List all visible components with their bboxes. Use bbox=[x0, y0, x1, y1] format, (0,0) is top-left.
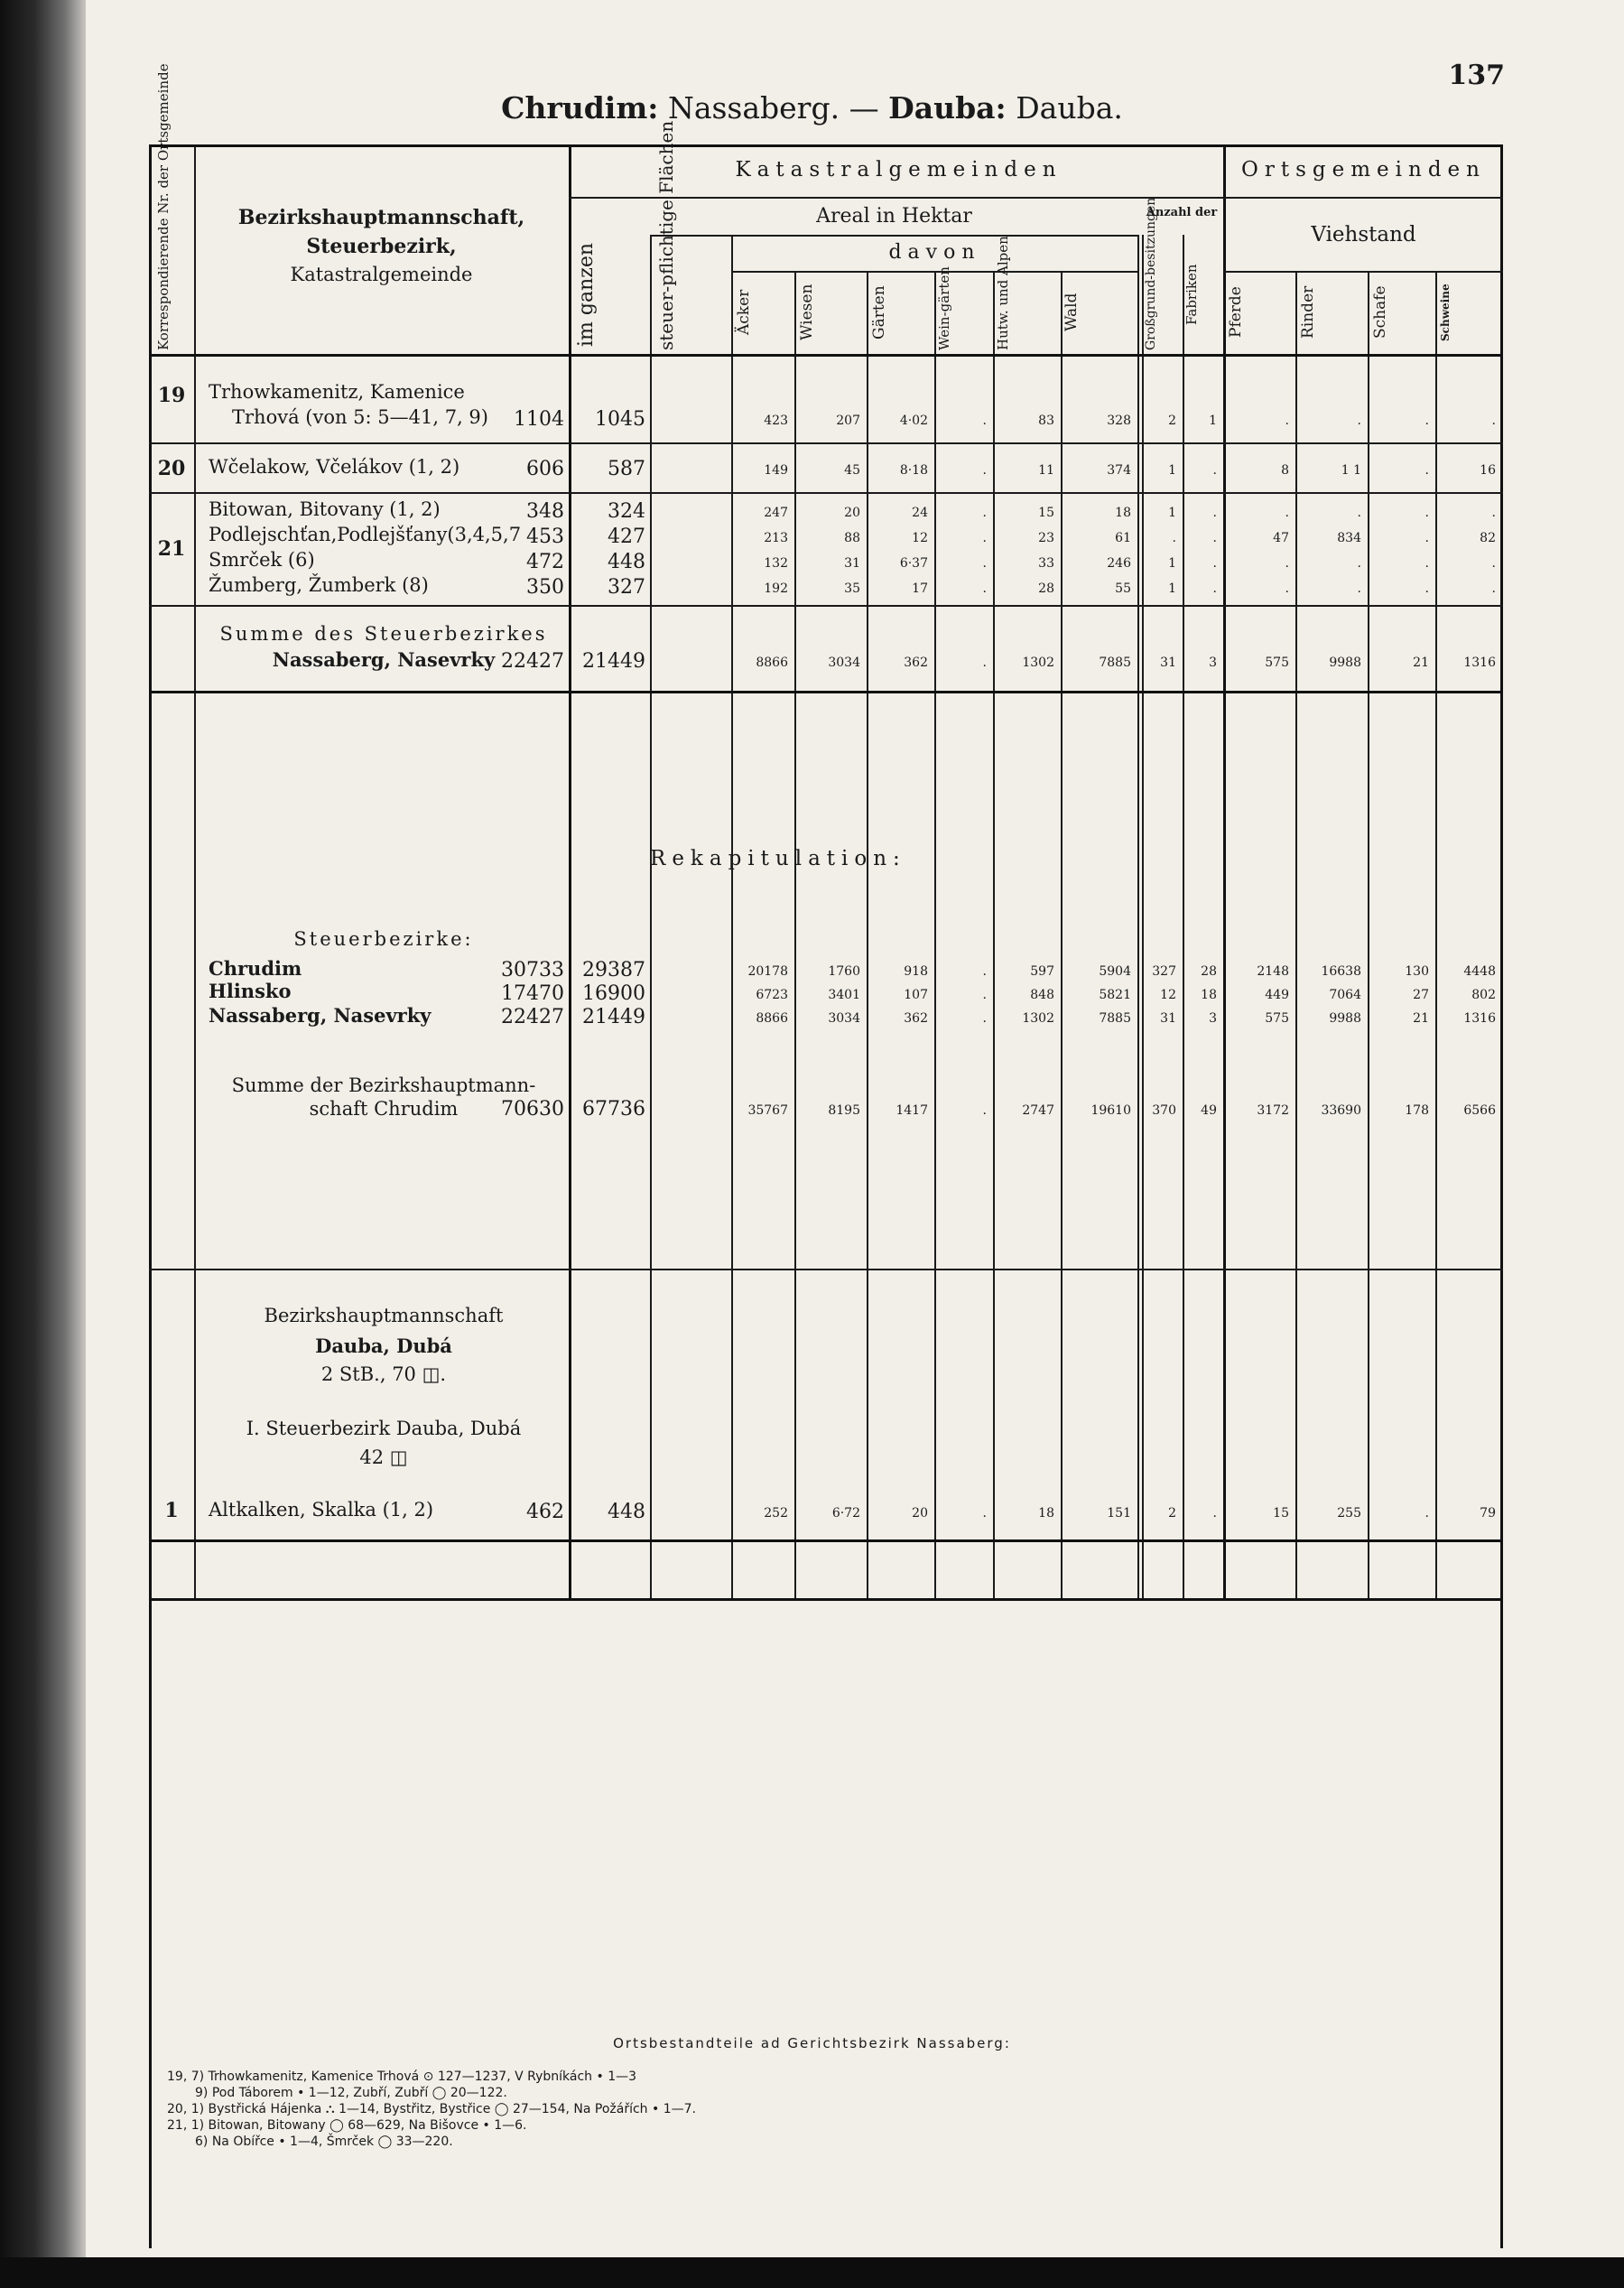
cell-value: 1 bbox=[1209, 414, 1217, 428]
cell-value: 24 bbox=[912, 506, 928, 520]
dauba-name: Dauba, Dubá bbox=[315, 1335, 452, 1357]
cell-value: 30733 bbox=[501, 959, 564, 981]
cell-value: . bbox=[982, 556, 987, 571]
footnote: 6) Na Obířce • 1—4, Šmrček ◯ 33—220. bbox=[195, 2135, 453, 2149]
cell-value: 67736 bbox=[582, 1098, 645, 1121]
rule bbox=[149, 144, 1503, 147]
header-wiesen: Wiesen bbox=[798, 284, 816, 341]
cell-value: 1 bbox=[1168, 581, 1176, 596]
cell-value: 151 bbox=[1107, 1506, 1131, 1521]
cell-value: . bbox=[982, 988, 987, 1002]
cell-value: 8 bbox=[1281, 463, 1289, 478]
dauba-steuerbezirk-count: 42 ◫ bbox=[359, 1446, 408, 1468]
rule bbox=[1223, 271, 1503, 273]
cell-value: 12 bbox=[912, 531, 928, 545]
cell-value: 423 bbox=[764, 414, 788, 428]
cell-value: 427 bbox=[608, 525, 645, 548]
header-korrespondierende-nr: Korrespondierende Nr. der Ortsgemeinde bbox=[155, 63, 172, 350]
cell-value: 21449 bbox=[582, 1006, 645, 1028]
cell-value: 8866 bbox=[756, 1011, 788, 1026]
cell-value: 47 bbox=[1273, 531, 1289, 545]
row-number: 21 bbox=[157, 537, 186, 561]
cell-value: 49 bbox=[1201, 1103, 1217, 1118]
cell-value: 149 bbox=[764, 463, 788, 478]
cell-value: 374 bbox=[1107, 463, 1131, 478]
cell-value: 6723 bbox=[756, 988, 788, 1002]
cell-value: 45 bbox=[844, 463, 860, 478]
running-head: Chrudim: Nassaberg. — Dauba: Dauba. bbox=[501, 90, 1123, 126]
cell-value: . bbox=[1424, 463, 1429, 478]
cell-value: 29387 bbox=[582, 959, 645, 981]
header-schafe: Schafe bbox=[1371, 285, 1389, 339]
cell-value: 587 bbox=[608, 458, 645, 480]
cell-value: 178 bbox=[1405, 1103, 1429, 1118]
cell-value: . bbox=[982, 531, 987, 545]
header-weingarten: Wein-gärten bbox=[936, 266, 952, 350]
rule bbox=[650, 235, 652, 1598]
cell-value: 255 bbox=[1337, 1506, 1361, 1521]
dauba-heading: Bezirkshauptmannschaft bbox=[264, 1305, 504, 1326]
cell-value: 7885 bbox=[1099, 1011, 1131, 1026]
cell-value: 1760 bbox=[828, 964, 860, 979]
rule bbox=[149, 442, 1503, 444]
cell-value: . bbox=[1491, 556, 1496, 571]
cell-value: 21 bbox=[1413, 656, 1429, 670]
cell-value: 83 bbox=[1038, 414, 1054, 428]
cell-value: 207 bbox=[836, 414, 860, 428]
cell-value: 2148 bbox=[1257, 964, 1289, 979]
cell-value: 6566 bbox=[1463, 1103, 1496, 1118]
rule bbox=[1183, 235, 1184, 1598]
cell-value: 324 bbox=[608, 500, 645, 523]
rekap-nassaberg: Nassaberg, Nasevrky bbox=[209, 1004, 432, 1027]
header-bezirk-line1: Bezirkshauptmannschaft, bbox=[237, 206, 525, 229]
header-grossgrund: Großgrund-besitzungen bbox=[1144, 197, 1158, 350]
cell-value: 12 bbox=[1160, 988, 1176, 1002]
row-number: 1 bbox=[164, 1499, 179, 1522]
cell-value: . bbox=[1212, 463, 1217, 478]
cell-value: 88 bbox=[844, 531, 860, 545]
cell-value: 20 bbox=[912, 1506, 928, 1521]
row-name-continued: Trhová (von 5: 5—41, 7, 9) bbox=[232, 406, 488, 428]
rekap-summe: Summe der Bezirkshauptmann- bbox=[231, 1074, 536, 1096]
cell-value: 1417 bbox=[896, 1103, 928, 1118]
rule bbox=[149, 1539, 1503, 1542]
cell-value: . bbox=[1285, 556, 1289, 571]
cell-value: 472 bbox=[526, 551, 564, 573]
cell-value: . bbox=[1285, 414, 1289, 428]
cell-value: . bbox=[982, 1103, 987, 1118]
rekap-summe-continued: schaft Chrudim bbox=[309, 1098, 459, 1120]
row-name: Podlejschťan,Podlejšťany(3,4,5,7 bbox=[209, 524, 522, 545]
cell-value: 18 bbox=[1038, 1506, 1054, 1521]
cell-value: 17470 bbox=[501, 982, 564, 1005]
rule bbox=[1137, 235, 1139, 1598]
header-fabriken: Fabriken bbox=[1183, 264, 1200, 325]
cell-value: 82 bbox=[1480, 531, 1496, 545]
cell-value: 8·18 bbox=[899, 463, 928, 478]
rule bbox=[731, 271, 1137, 273]
cell-value: 16638 bbox=[1321, 964, 1361, 979]
cell-value: 6·37 bbox=[899, 556, 928, 571]
cell-value: 834 bbox=[1337, 531, 1361, 545]
header-schweine: Schweine bbox=[1439, 284, 1452, 341]
rule bbox=[149, 354, 1503, 357]
cell-value: 448 bbox=[608, 1501, 645, 1523]
rule bbox=[1223, 197, 1503, 199]
cell-value: 328 bbox=[1107, 414, 1131, 428]
cell-value: 3 bbox=[1209, 656, 1217, 670]
cell-value: 448 bbox=[608, 551, 645, 573]
book-binding-edge bbox=[0, 0, 86, 2288]
cell-value: 79 bbox=[1480, 1506, 1496, 1521]
cell-value: 28 bbox=[1201, 964, 1217, 979]
cell-value: 11 bbox=[1038, 463, 1054, 478]
cell-value: 6·72 bbox=[831, 1506, 860, 1521]
rule bbox=[569, 144, 571, 1598]
cell-value: 453 bbox=[526, 525, 564, 548]
cell-value: 18 bbox=[1201, 988, 1217, 1002]
header-anzahl: Anzahl der bbox=[1146, 206, 1218, 219]
cell-value: . bbox=[1212, 581, 1217, 596]
dauba-steuerbezirk: I. Steuerbezirk Dauba, Dubá bbox=[246, 1418, 522, 1439]
header-davon: davon bbox=[888, 241, 981, 264]
cell-value: 132 bbox=[764, 556, 788, 571]
cell-value: 18 bbox=[1115, 506, 1131, 520]
cell-value: . bbox=[1424, 531, 1429, 545]
cell-value: 4448 bbox=[1463, 964, 1496, 979]
cell-value: 27 bbox=[1413, 988, 1429, 1002]
header-wald: Wald bbox=[1063, 293, 1081, 332]
cell-value: . bbox=[1491, 506, 1496, 520]
cell-value: 55 bbox=[1115, 581, 1131, 596]
header-viehstand: Viehstand bbox=[1311, 223, 1416, 246]
cell-value: . bbox=[1172, 531, 1176, 545]
cell-value: 3172 bbox=[1257, 1103, 1289, 1118]
cell-value: 362 bbox=[904, 1011, 928, 1026]
cell-value: 246 bbox=[1107, 556, 1131, 571]
cell-value: 4·02 bbox=[899, 414, 928, 428]
row-name: Wčelakow, Včelákov (1, 2) bbox=[209, 456, 460, 478]
cell-value: . bbox=[1357, 556, 1361, 571]
cell-value: 9988 bbox=[1329, 1011, 1361, 1026]
cell-value: 918 bbox=[904, 964, 928, 979]
cell-value: . bbox=[1357, 581, 1361, 596]
cell-value: 575 bbox=[1265, 656, 1289, 670]
cell-value: 327 bbox=[1152, 964, 1176, 979]
cell-value: 22427 bbox=[501, 1006, 564, 1028]
cell-value: 1316 bbox=[1463, 1011, 1496, 1026]
cell-value: . bbox=[1424, 581, 1429, 596]
sum-label-name: Nassaberg, Nasevrky bbox=[272, 648, 496, 671]
dauba-count: 2 StB., 70 ◫. bbox=[320, 1363, 447, 1385]
cell-value: 21449 bbox=[582, 650, 645, 673]
cell-value: 1045 bbox=[595, 408, 645, 431]
cell-value: 70630 bbox=[501, 1098, 564, 1121]
cell-value: 2 bbox=[1168, 1506, 1176, 1521]
cell-value: 213 bbox=[764, 531, 788, 545]
footnotes-title: Ortsbestandteile ad Gerichtsbezirk Nassaberg: bbox=[613, 2035, 1011, 2051]
rule bbox=[149, 691, 1503, 693]
cell-value: 1316 bbox=[1463, 656, 1496, 670]
cell-value: 1 bbox=[1168, 556, 1176, 571]
cell-value: 597 bbox=[1030, 964, 1054, 979]
rekap-subtitle: Steuerbezirke: bbox=[293, 928, 474, 950]
header-bezirk-line2: Steuerbezirk, bbox=[306, 235, 457, 258]
rekap-hlinsko: Hlinsko bbox=[209, 980, 292, 1002]
rule bbox=[149, 1598, 1503, 1601]
cell-value: 606 bbox=[526, 458, 564, 480]
header-acker: Äcker bbox=[735, 289, 753, 336]
rule bbox=[149, 492, 1503, 494]
cell-value: 22427 bbox=[501, 650, 564, 673]
cell-value: 61 bbox=[1115, 531, 1131, 545]
footnote: 9) Pod Táborem • 1—12, Zubří, Zubří ◯ 20—122. bbox=[195, 2086, 507, 2100]
cell-value: 8866 bbox=[756, 656, 788, 670]
cell-value: 7064 bbox=[1329, 988, 1361, 1002]
cell-value: 575 bbox=[1265, 1011, 1289, 1026]
cell-value: . bbox=[982, 656, 987, 670]
cell-value: 35767 bbox=[747, 1103, 788, 1118]
cell-value: . bbox=[982, 1506, 987, 1521]
header-katastralgemeinden: Katastralgemeinden bbox=[735, 158, 1063, 181]
header-bezirk-line3: Katastralgemeinde bbox=[290, 264, 473, 285]
footnote: 19, 7) Trhowkamenitz, Kamenice Trhová ⊙ 127—1237, V Rybníkách • 1—3 bbox=[167, 2069, 637, 2084]
cell-value: 350 bbox=[526, 576, 564, 599]
cell-value: 107 bbox=[904, 988, 928, 1002]
cell-value: 362 bbox=[904, 656, 928, 670]
cell-value: . bbox=[982, 1011, 987, 1026]
cell-value: . bbox=[1285, 581, 1289, 596]
row-name: Bitowan, Bitovany (1, 2) bbox=[209, 498, 441, 520]
rule bbox=[194, 144, 196, 1598]
header-steuerpflichtige: steuer-pflichtige Flächen bbox=[655, 120, 677, 350]
rule bbox=[1500, 144, 1503, 2248]
cell-value: 1104 bbox=[514, 408, 564, 431]
cell-value: 130 bbox=[1405, 964, 1429, 979]
row-name: Smrček (6) bbox=[209, 549, 315, 571]
cell-value: 2 bbox=[1168, 414, 1176, 428]
row-number: 19 bbox=[157, 384, 186, 407]
cell-value: . bbox=[982, 964, 987, 979]
cell-value: 19610 bbox=[1090, 1103, 1131, 1118]
cell-value: 15 bbox=[1273, 1506, 1289, 1521]
cell-value: 370 bbox=[1152, 1103, 1176, 1118]
cell-value: . bbox=[1424, 506, 1429, 520]
rule bbox=[1142, 235, 1144, 1598]
cell-value: . bbox=[982, 506, 987, 520]
cell-value: . bbox=[1212, 506, 1217, 520]
row-name: Altkalken, Skalka (1, 2) bbox=[209, 1499, 434, 1521]
rule bbox=[650, 235, 1137, 237]
cell-value: 31 bbox=[844, 556, 860, 571]
cell-value: 8195 bbox=[828, 1103, 860, 1118]
cell-value: . bbox=[1285, 506, 1289, 520]
cell-value: . bbox=[1424, 414, 1429, 428]
cell-value: 33 bbox=[1038, 556, 1054, 571]
cell-value: 3034 bbox=[828, 1011, 860, 1026]
cell-value: 7885 bbox=[1099, 656, 1131, 670]
cell-value: 31 bbox=[1160, 1011, 1176, 1026]
row-number: 20 bbox=[157, 457, 186, 480]
header-rinder: Rinder bbox=[1299, 285, 1317, 339]
cell-value: 31 bbox=[1160, 656, 1176, 670]
cell-value: 348 bbox=[526, 500, 564, 523]
cell-value: . bbox=[1357, 414, 1361, 428]
row-name: Trhowkamenitz, Kamenice bbox=[209, 381, 465, 403]
header-im-ganzen: im ganzen bbox=[575, 242, 598, 347]
cell-value: 1 1 bbox=[1341, 463, 1361, 478]
cell-value: 1302 bbox=[1022, 1011, 1054, 1026]
cell-value: 462 bbox=[526, 1501, 564, 1523]
footnote: 21, 1) Bitowan, Bitowany ◯ 68—629, Na Bišovce • 1—6. bbox=[167, 2118, 527, 2133]
cell-value: 3034 bbox=[828, 656, 860, 670]
cell-value: . bbox=[1212, 556, 1217, 571]
cell-value: 16 bbox=[1480, 463, 1496, 478]
cell-value: 20178 bbox=[747, 964, 788, 979]
cell-value: 5904 bbox=[1099, 964, 1131, 979]
sum-label: Summe des Steuerbezirkes bbox=[219, 623, 548, 645]
cell-value: . bbox=[1212, 531, 1217, 545]
cell-value: . bbox=[1357, 506, 1361, 520]
cell-value: 802 bbox=[1471, 988, 1496, 1002]
cell-value: 848 bbox=[1030, 988, 1054, 1002]
rule bbox=[149, 1269, 1503, 1270]
cell-value: 1 bbox=[1168, 506, 1176, 520]
cell-value: . bbox=[1424, 1506, 1429, 1521]
cell-value: 192 bbox=[764, 581, 788, 596]
row-name: Žumberg, Žumberk (8) bbox=[209, 574, 429, 596]
cell-value: 247 bbox=[764, 506, 788, 520]
cell-value: 35 bbox=[844, 581, 860, 596]
cell-value: 17 bbox=[912, 581, 928, 596]
cell-value: 28 bbox=[1038, 581, 1054, 596]
cell-value: 21 bbox=[1413, 1011, 1429, 1026]
cell-value: 1 bbox=[1168, 463, 1176, 478]
cell-value: 3401 bbox=[828, 988, 860, 1002]
cell-value: . bbox=[1212, 1506, 1217, 1521]
cell-value: 9988 bbox=[1329, 656, 1361, 670]
cell-value: 15 bbox=[1038, 506, 1054, 520]
rule bbox=[149, 605, 1503, 607]
cell-value: 252 bbox=[764, 1506, 788, 1521]
cell-value: 16900 bbox=[582, 982, 645, 1005]
header-areal: Areal in Hektar bbox=[816, 205, 972, 228]
cell-value: . bbox=[1491, 414, 1496, 428]
cell-value: 449 bbox=[1265, 988, 1289, 1002]
header-garten: Gärten bbox=[870, 285, 888, 339]
cell-value: . bbox=[982, 414, 987, 428]
header-ortsgemeinden: Ortsgemeinden bbox=[1241, 158, 1486, 181]
rule bbox=[731, 235, 733, 1598]
cell-value: . bbox=[1424, 556, 1429, 571]
header-pferde: Pferde bbox=[1227, 286, 1245, 339]
cell-value: 23 bbox=[1038, 531, 1054, 545]
cell-value: 3 bbox=[1209, 1011, 1217, 1026]
cell-value: 33690 bbox=[1321, 1103, 1361, 1118]
footnote: 20, 1) Bystřická Hájenka ⛬ 1—14, Bystřitz, Bystřice ◯ 27—154, Na Požářích • 1—7. bbox=[167, 2102, 696, 2116]
rule bbox=[1223, 144, 1226, 1598]
header-hutweiden: Hutw. und Alpen bbox=[995, 236, 1011, 350]
rekap-chrudim: Chrudim bbox=[209, 957, 302, 980]
cell-value: 2747 bbox=[1022, 1103, 1054, 1118]
page-number: 137 bbox=[1448, 60, 1505, 91]
cell-value: . bbox=[982, 463, 987, 478]
cell-value: . bbox=[982, 581, 987, 596]
cell-value: 1302 bbox=[1022, 656, 1054, 670]
cell-value: 5821 bbox=[1099, 988, 1131, 1002]
rekapitulation-title: Rekapitulation: bbox=[650, 847, 906, 870]
cell-value: 20 bbox=[844, 506, 860, 520]
cell-value: . bbox=[1491, 581, 1496, 596]
cell-value: 327 bbox=[608, 576, 645, 599]
